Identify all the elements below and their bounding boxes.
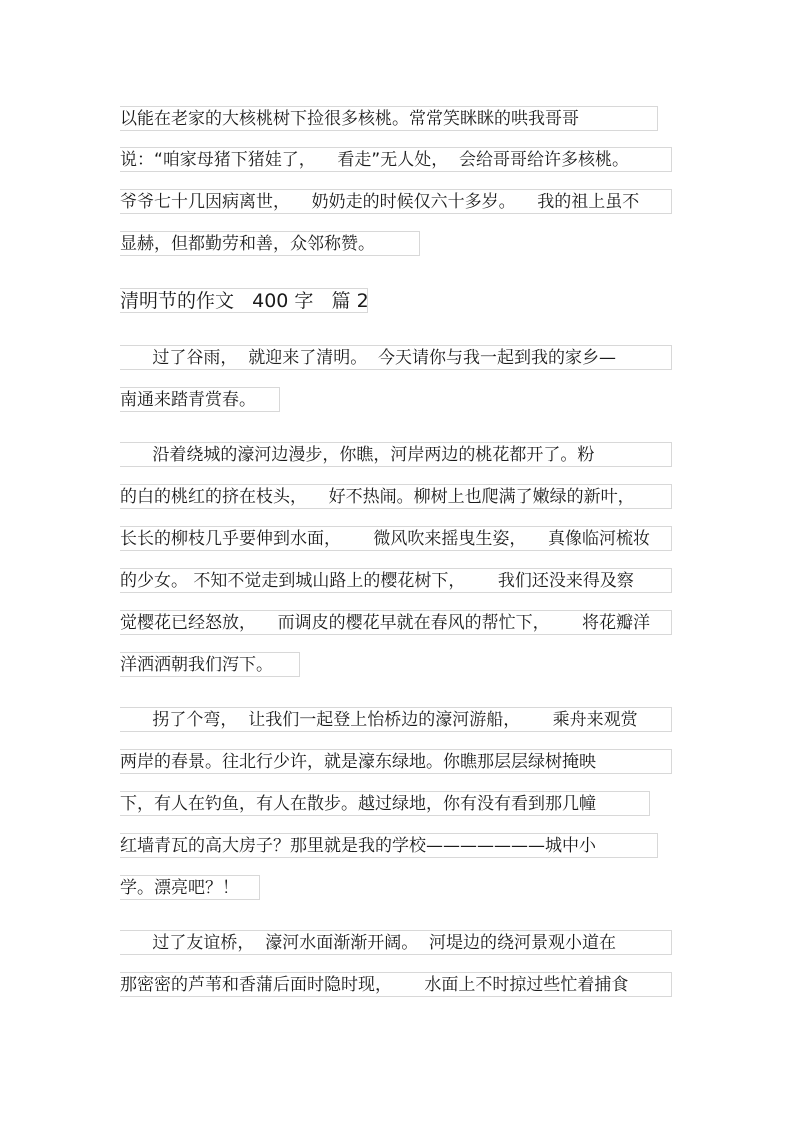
text-line: 两岸的春景。往北行少许，就是濠东绿地。你瞧那层层绿树掩映 bbox=[120, 749, 672, 774]
text-line: 拐了个弯， 让我们一起登上怡桥边的濠河游船， 乘舟来观赏 bbox=[120, 707, 672, 732]
text-line: 过了谷雨， 就迎来了清明。 今天请你与我一起到我的家乡— bbox=[120, 345, 672, 370]
text-line: 沿着绕城的濠河边漫步，你瞧，河岸两边的桃花都开了。粉 bbox=[120, 442, 672, 467]
text-line: 过了友谊桥， 濠河水面渐渐开阔。 河堤边的绕河景观小道在 bbox=[120, 930, 672, 955]
text-line: 长长的柳枝几乎要伸到水面， 微风吹来摇曳生姿， 真像临河梳妆 bbox=[120, 526, 672, 551]
text-line: 觉樱花已经怒放， 而调皮的樱花早就在春风的帮忙下， 将花瓣洋 bbox=[120, 610, 672, 635]
text-line: 说：“咱家母猪下猪娃了， 看走”无人处， 会给哥哥给许多核桃。 bbox=[120, 147, 672, 172]
text-line: 洋洒洒朝我们泻下。 bbox=[120, 652, 300, 677]
text-line: 的白的桃红的挤在枝头， 好不热闹。柳树上也爬满了嫩绿的新叶， bbox=[120, 484, 672, 509]
text-line: 以能在老家的大核桃树下捡很多核桃。常常笑眯眯的哄我哥哥 bbox=[120, 106, 658, 131]
text-line: 那密密的芦苇和香蒲后面时隐时现， 水面上不时掠过些忙着捕食 bbox=[120, 972, 672, 997]
text-line: 学。漂亮吧？！ bbox=[120, 875, 260, 900]
text-line: 爷爷七十几因病离世， 奶奶走的时候仅六十多岁。 我的祖上虽不 bbox=[120, 189, 672, 214]
text-line: 红墙青瓦的高大房子？那里就是我的学校———————城中小 bbox=[120, 833, 658, 858]
section-heading: 清明节的作文 400 字 篇 2 bbox=[120, 290, 369, 312]
text-line: 显赫，但都勤劳和善，众邻称赞。 bbox=[120, 231, 420, 256]
text-line: 的少女。 不知不觉走到城山路上的樱花树下， 我们还没来得及察 bbox=[120, 568, 672, 593]
text-line: 南通来踏青赏春。 bbox=[120, 387, 280, 412]
text-line: 下，有人在钓鱼，有人在散步。越过绿地，你有没有看到那几幢 bbox=[120, 791, 650, 816]
